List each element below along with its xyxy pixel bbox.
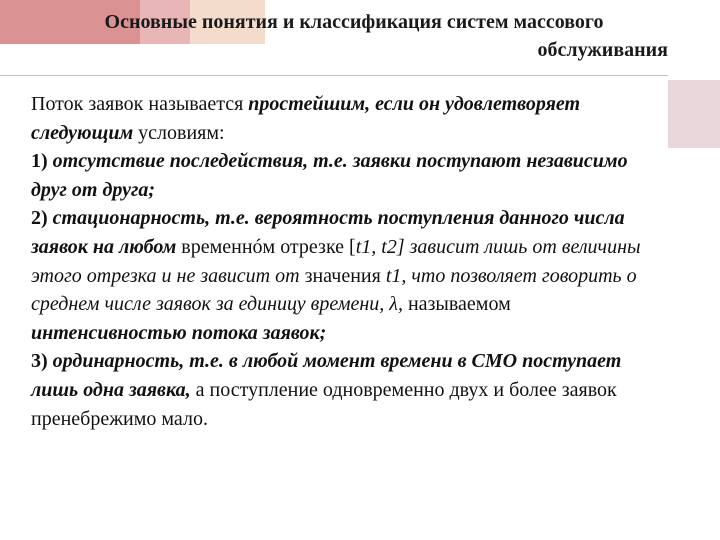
title-divider xyxy=(0,75,668,76)
condition-3 xyxy=(31,347,661,433)
condition-2-text-b: зависит лишь от величины этого отрезка и не зависит от xyxy=(31,235,641,287)
condition-2-emphasis: стационарность, т.е. вероятность поступления данного числа заявок на любом xyxy=(31,207,625,258)
condition-2-term: интенсивностью потока заявок; xyxy=(31,321,327,344)
decor-block-lilac xyxy=(668,80,720,148)
title-line-1: Основные понятия и классификация систем массового xyxy=(104,11,604,33)
condition-3-number: 3) xyxy=(31,350,53,373)
condition-1 xyxy=(31,147,661,204)
intro-emphasis: простейшим, если он удовлетворяет следующим xyxy=(31,93,581,144)
condition-2-number: 2) xyxy=(31,207,53,230)
condition-2-text-e: называемом xyxy=(402,293,511,316)
condition-1-text: отсутствие последействия, т.е. заявки поступают независимо друг от друга; xyxy=(31,150,628,201)
slide-body xyxy=(31,90,661,433)
condition-3-text: а поступление одновременно двух и более заявок пренебрежимо мало. xyxy=(31,378,617,430)
slide-title xyxy=(60,8,668,64)
condition-2-text-c: значения xyxy=(299,264,386,287)
condition-2-text-d: t1, что позволяет говорить о среднем числе заявок за единицу времени, λ, xyxy=(31,264,637,316)
condition-3-emphasis: ординарность, т.е. в любой момент времени в СМО поступает лишь одна заявка, xyxy=(31,350,622,401)
intro-text: Поток заявок называется xyxy=(31,93,249,115)
condition-2-interval: t1, t2] xyxy=(355,235,405,258)
condition-1-number: 1) xyxy=(31,150,53,173)
intro-paragraph xyxy=(31,90,661,147)
condition-2 xyxy=(31,204,661,347)
intro-tail: условиям: xyxy=(133,121,225,144)
title-line-2: обслуживания xyxy=(537,39,668,61)
condition-2-text-a: временнóм отрезке [ xyxy=(176,235,356,258)
